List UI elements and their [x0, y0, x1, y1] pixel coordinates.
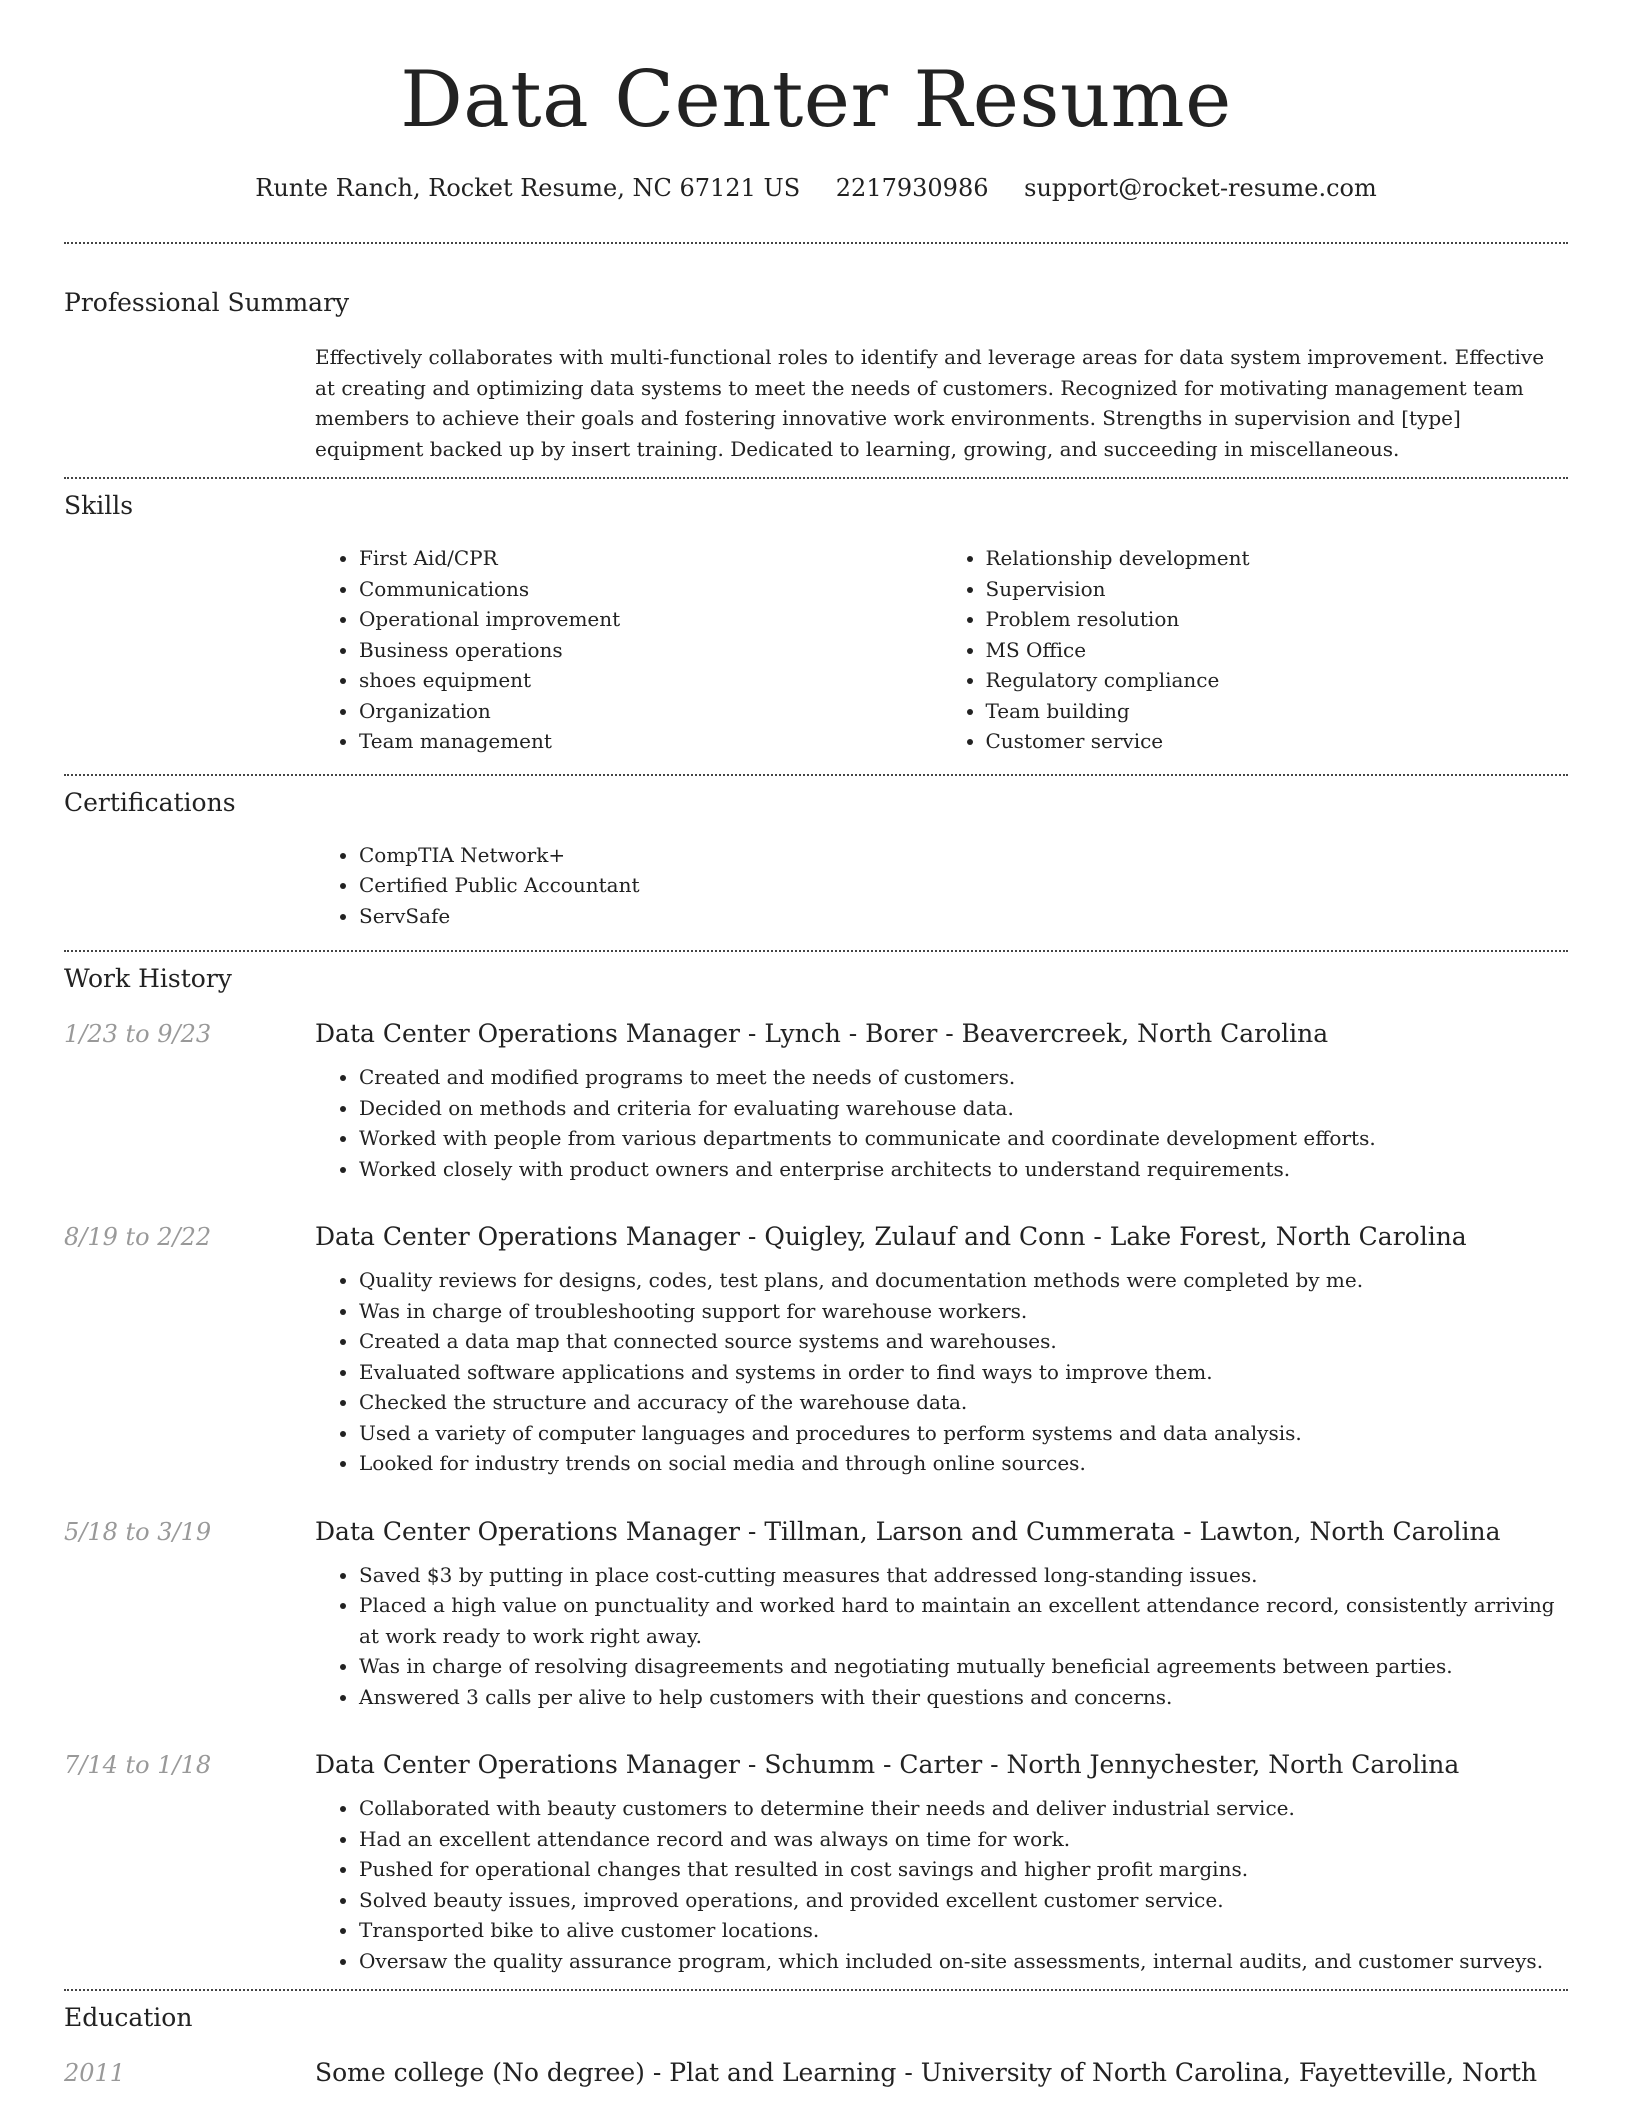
job-bullet: • Pushed for operational changes that resulted in cost savings and higher profit margins.: [359, 1854, 1568, 1885]
education-section: [64, 2001, 1568, 2089]
certification-item: • CompTIA Network+: [359, 840, 1568, 871]
resume-title: Data Center Resume: [400, 55, 1232, 145]
section-divider: [64, 950, 1568, 952]
section-title-skills: Skills: [64, 491, 134, 520]
summary-section: [64, 286, 1568, 464]
certification-item: • ServSafe: [359, 901, 1568, 932]
job-dates: 8/19 to 2/22: [64, 1223, 212, 1251]
job-bullets: [315, 1793, 1568, 1976]
job-bullets: [315, 1560, 1568, 1713]
skills-section: [64, 489, 1568, 757]
job-entry: [64, 1018, 1568, 1184]
job-entry: [64, 1516, 1568, 1713]
job-bullet: • Placed a high value on punctuality and worked hard to maintain an excellent attendance record, consistently arriving at work ready to work right away.: [359, 1590, 1568, 1651]
skill-item: • Team building: [986, 696, 1569, 727]
job-dates: 7/14 to 1/18: [64, 1751, 212, 1779]
job-title: Data Center Operations Manager - Lynch - Borer - Beavercreek, North Carolina: [315, 1019, 1329, 1048]
skills-list-right: [942, 543, 1569, 757]
certification-item: • Certified Public Accountant: [359, 870, 1568, 901]
job-bullet: • Had an excellent attendance record and was always on time for work.: [359, 1824, 1568, 1855]
job-bullets: [315, 1062, 1568, 1184]
education-title: Some college (No degree) - Plat and Learning - University of North Carolina, Fayetteville, North: [315, 2058, 1538, 2087]
section-title-education: Education: [64, 2003, 193, 2032]
job-bullet: • Used a variety of computer languages and procedures to perform systems and data analysis.: [359, 1418, 1568, 1449]
skill-item: • First Aid/CPR: [359, 543, 942, 574]
skill-item: • Regulatory compliance: [986, 665, 1569, 696]
skill-item: • Operational improvement: [359, 604, 942, 635]
job-bullet: • Was in charge of resolving disagreements and negotiating mutually beneficial agreements between parties.: [359, 1651, 1568, 1682]
contact-address: Runte Ranch, Rocket Resume, NC 67121 US: [255, 174, 801, 202]
skill-item: • Team management: [359, 726, 942, 757]
resume-page: [64, 0, 1568, 2089]
contact-line: [64, 172, 1568, 204]
job-title: Data Center Operations Manager - Schumm - Carter - North Jennychester, North Carolina: [315, 1750, 1460, 1779]
skill-item: • Organization: [359, 696, 942, 727]
skill-item: • Supervision: [986, 574, 1569, 605]
section-divider: [64, 774, 1568, 776]
education-dates: 2011: [64, 2059, 126, 2087]
job-bullet: • Decided on methods and criteria for evaluating warehouse data.: [359, 1093, 1568, 1124]
job-bullet: • Answered 3 calls per alive to help customers with their questions and concerns.: [359, 1682, 1568, 1713]
skill-item: • Communications: [359, 574, 942, 605]
summary-text: Effectively collaborates with multi-functional roles to identify and leverage areas for data system improvement. Effective at creating and optimizing data systems to meet the needs of customers. Recognized for motivating management team members to achieve their goals and fostering innovative work environments. Strengths in supervision and [type] equipment backed up by insert training. Dedicated to learning, growing, and succeeding in miscellaneous.: [315, 345, 1545, 461]
section-title-certifications: Certifications: [64, 787, 236, 817]
job-bullet: • Solved beauty issues, improved operations, and provided excellent customer service.: [359, 1885, 1568, 1916]
job-bullet: • Created a data map that connected source systems and warehouses.: [359, 1326, 1568, 1357]
job-entry: [64, 1749, 1568, 1976]
contact-phone: 2217930986: [835, 174, 989, 202]
section-divider: [64, 477, 1568, 479]
job-bullets: [315, 1265, 1568, 1479]
job-bullet: • Quality reviews for designs, codes, test plans, and documentation methods were completed by me.: [359, 1265, 1568, 1296]
job-bullet: • Checked the structure and accuracy of the warehouse data.: [359, 1387, 1568, 1418]
skill-item: • Business operations: [359, 635, 942, 666]
section-title-work-history: Work History: [64, 964, 232, 993]
certifications-list: [315, 840, 1568, 932]
skill-item: • shoes equipment: [359, 665, 942, 696]
job-dates: 1/23 to 9/23: [64, 1020, 212, 1048]
job-title: Data Center Operations Manager - Tillman, Larson and Cummerata - Lawton, North Carolina: [315, 1516, 1501, 1546]
job-bullet: • Oversaw the quality assurance program, which included on-site assessments, internal audits, and customer surveys.: [359, 1946, 1568, 1977]
job-bullet: • Looked for industry trends on social media and through online sources.: [359, 1448, 1568, 1479]
skill-item: • Problem resolution: [986, 604, 1569, 635]
job-dates: 5/18 to 3/19: [64, 1517, 212, 1546]
skills-list-left: [315, 543, 942, 757]
skill-item: • Relationship development: [986, 543, 1569, 574]
section-divider: [64, 1989, 1568, 1991]
job-bullet: • Was in charge of troubleshooting support for warehouse workers.: [359, 1296, 1568, 1327]
job-bullet: • Created and modified programs to meet the needs of customers.: [359, 1062, 1568, 1093]
skill-item: • Customer service: [986, 726, 1569, 757]
work-history-section: [64, 962, 1568, 1976]
job-bullet: • Saved $3 by putting in place cost-cutting measures that addressed long-standing issues.: [359, 1560, 1568, 1591]
section-title-summary: Professional Summary: [64, 288, 350, 317]
job-bullet: • Transported bike to alive customer locations.: [359, 1915, 1568, 1946]
job-bullet: • Worked with people from various departments to communicate and coordinate development efforts.: [359, 1123, 1568, 1154]
job-bullet: • Collaborated with beauty customers to determine their needs and deliver industrial service.: [359, 1793, 1568, 1824]
job-title: Data Center Operations Manager - Quigley, Zulauf and Conn - Lake Forest, North Carolina: [315, 1222, 1467, 1251]
skill-item: • MS Office: [986, 635, 1569, 666]
certifications-section: [64, 786, 1568, 932]
job-entry: [64, 1221, 1568, 1479]
job-bullet: • Evaluated software applications and systems in order to find ways to improve them.: [359, 1357, 1568, 1388]
section-divider: [64, 242, 1568, 244]
job-bullet: • Worked closely with product owners and enterprise architects to understand requirements.: [359, 1154, 1568, 1185]
contact-email: support@rocket-resume.com: [1024, 174, 1377, 202]
education-entry: [64, 2057, 1568, 2089]
